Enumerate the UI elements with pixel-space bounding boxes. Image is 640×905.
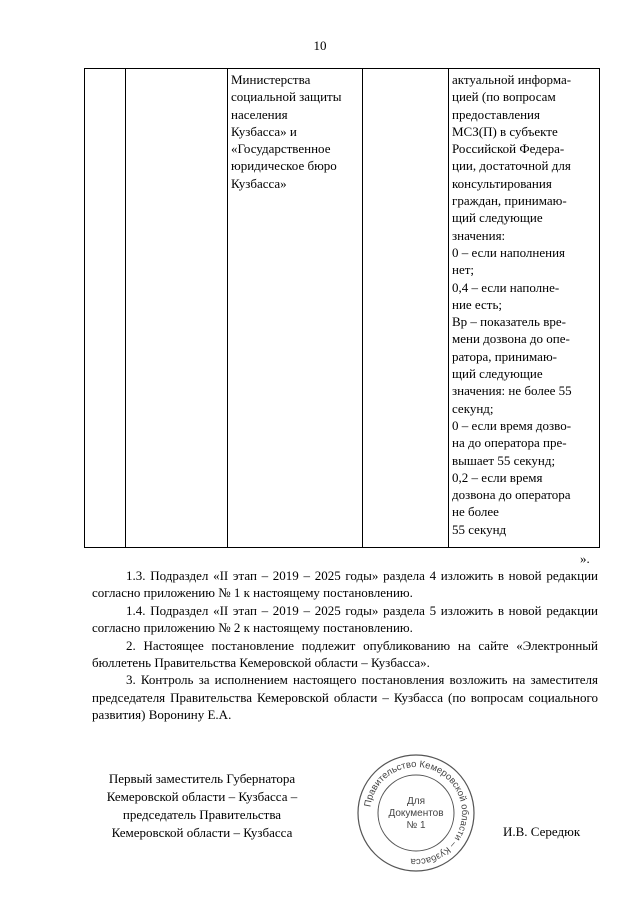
table-cell-4 bbox=[363, 69, 449, 548]
table-row bbox=[85, 69, 600, 548]
table-cell-3 bbox=[228, 69, 363, 548]
cell-line: 0,2 – если время bbox=[452, 469, 543, 485]
signatory-title-line: Первый заместитель Губернатора bbox=[108, 771, 296, 786]
cell-line: 0 – если наполнения bbox=[452, 244, 566, 260]
cell-line: ратора, принимаю- bbox=[452, 348, 557, 364]
paragraph-3: 3. Контроль за исполнением настоящего постановления возложить на заместителя председателя Правительства Кемеровской области – Кузбасса (по вопросам социального развития) Воронину Е.А. bbox=[92, 672, 598, 723]
cell-line: щий следующие bbox=[452, 366, 543, 382]
cell-line: значения: не более 55 bbox=[452, 383, 572, 399]
table-cell-1 bbox=[85, 69, 126, 548]
paragraph-2: 2. Настоящее постановление подлежит опубликованию на сайте «Электронный бюллетень Правительства Кемеровской области – Кузбасса». bbox=[92, 637, 598, 671]
indicator-description-text bbox=[452, 71, 597, 538]
continuation-table bbox=[84, 68, 600, 548]
cell-line: юридическое бюро bbox=[231, 158, 337, 174]
page-number: 10 bbox=[313, 38, 327, 53]
cell-line: консультирования bbox=[452, 175, 552, 191]
seal-center-line: Документов bbox=[388, 808, 444, 819]
cell-line: дозвона до оператора bbox=[452, 487, 571, 503]
seal-center-line: № 1 bbox=[406, 820, 426, 831]
seal-center-line: Для bbox=[406, 796, 426, 807]
cell-line: 0,4 – если наполне- bbox=[452, 279, 560, 295]
signatory-title-line: председатель Правительства bbox=[122, 807, 282, 822]
table-cell-2 bbox=[126, 69, 228, 548]
official-seal bbox=[355, 752, 477, 874]
cell-line: МСЗ(П) в субъекте bbox=[452, 123, 558, 139]
paragraph-1-3: 1.3. Подраздел «II этап – 2019 – 2025 годы» раздела 4 изложить в новой редакции согласно приложению № 1 к настоящему постановлению. bbox=[92, 568, 598, 601]
cell-line: секунд; bbox=[452, 400, 494, 416]
cell-line: щий следующие bbox=[452, 210, 543, 226]
responsible-bodies-text bbox=[231, 71, 360, 192]
cell-line: нет; bbox=[452, 262, 475, 278]
cell-line: цией (по вопросам bbox=[452, 89, 556, 105]
cell-line: 0 – если время дозво- bbox=[452, 417, 572, 433]
table-cell-5 bbox=[449, 69, 600, 548]
cell-line: Вр – показатель вре- bbox=[452, 314, 566, 330]
cell-line: «Государственное bbox=[231, 141, 331, 157]
cell-line: вышает 55 секунд; bbox=[452, 452, 556, 468]
signatory-title-line: Кемеровской области – Кузбасса bbox=[111, 825, 293, 840]
cell-line: Министерства bbox=[231, 72, 311, 87]
cell-line: граждан, принимаю- bbox=[452, 193, 567, 209]
cell-line: ции, достаточной для bbox=[452, 158, 571, 174]
cell-line: актуальной информа- bbox=[452, 72, 572, 87]
closing-quote: ». bbox=[580, 551, 590, 566]
cell-line: Кузбасса» bbox=[231, 175, 287, 191]
cell-line: на до оператора пре- bbox=[452, 435, 567, 451]
cell-line: предоставления bbox=[452, 106, 540, 122]
signatory-title-line: Кемеровской области – Кузбасса – bbox=[106, 789, 298, 804]
cell-line: Российской Федера- bbox=[452, 141, 565, 157]
cell-line: не более bbox=[452, 504, 499, 520]
cell-line: мени дозвона до опе- bbox=[452, 331, 570, 347]
resolution-body bbox=[92, 567, 598, 724]
cell-line: Кузбасса» и bbox=[231, 123, 297, 139]
paragraph-1-4: 1.4. Подраздел «II этап – 2019 – 2025 годы» раздела 5 изложить в новой редакции согласно приложению № 2 к настоящему постановлению. bbox=[92, 602, 598, 636]
cell-line: 55 секунд bbox=[452, 521, 507, 537]
cell-line: социальной защиты bbox=[231, 89, 342, 105]
cell-line: населения bbox=[231, 106, 288, 122]
signer-name: И.В. Середюк bbox=[503, 824, 581, 839]
cell-line: значения: bbox=[452, 227, 506, 243]
seal-ring-textpath: Правительство Кемеровской области – Кузбасса bbox=[362, 758, 471, 868]
signatory-title bbox=[92, 770, 312, 842]
cell-line: ние есть; bbox=[452, 296, 503, 312]
